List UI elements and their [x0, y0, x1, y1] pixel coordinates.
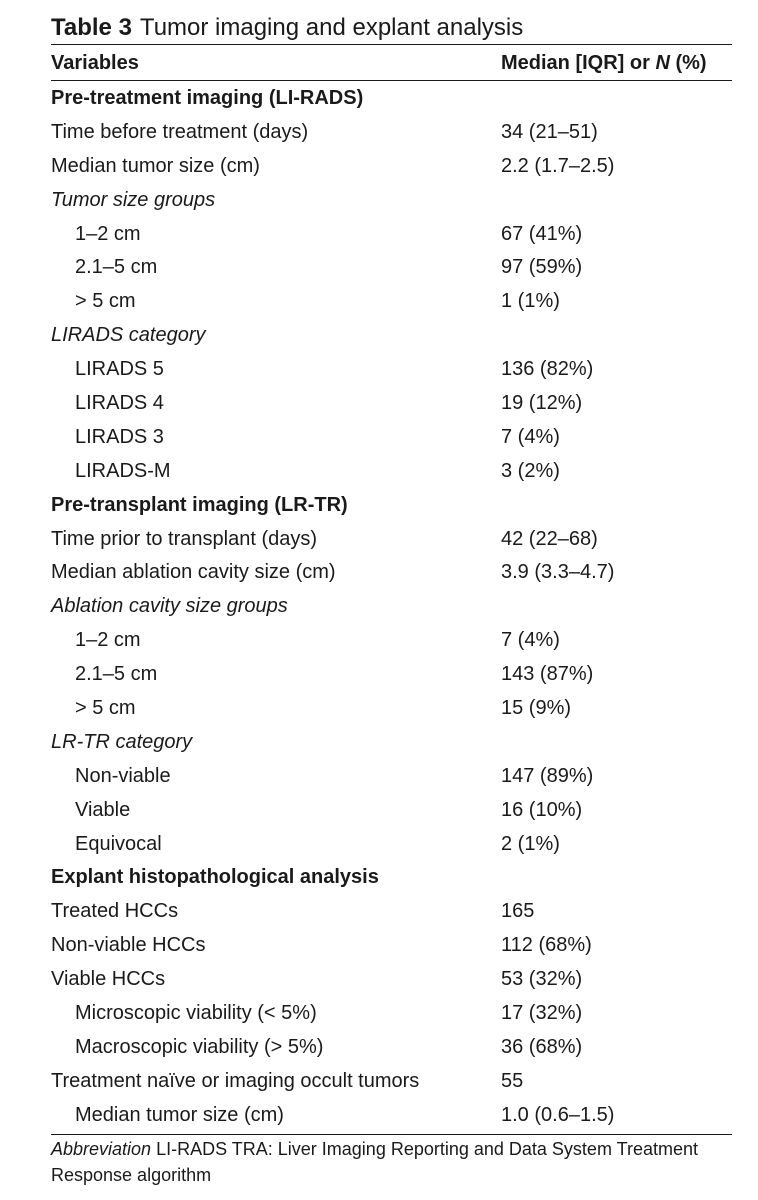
row-variable: Time before treatment (days)	[51, 120, 309, 143]
row-variable: LIRADS 4	[75, 392, 164, 415]
table-row	[0, 353, 758, 387]
row-value: 67 (41%)	[501, 222, 583, 245]
header-median-n: N	[655, 52, 670, 74]
row-variable: Treated HCCs	[51, 900, 179, 923]
table-row	[0, 556, 758, 590]
table-row	[0, 929, 758, 963]
section-row	[0, 82, 758, 116]
table-row	[0, 251, 758, 285]
row-value: 16 (10%)	[501, 798, 583, 821]
row-value: 2.2 (1.7–2.5)	[501, 154, 615, 177]
group-row	[0, 319, 758, 353]
section-row	[0, 489, 758, 523]
row-value: 7 (4%)	[501, 425, 560, 448]
row-value: 53 (32%)	[501, 968, 583, 991]
table-footnote	[51, 1136, 741, 1188]
row-variable: Tumor size groups	[51, 188, 216, 211]
row-value: 165	[501, 900, 535, 923]
row-variable: Equivocal	[75, 832, 162, 855]
table-row	[0, 963, 758, 997]
group-row	[0, 184, 758, 218]
table-caption	[51, 12, 523, 44]
table-row	[0, 218, 758, 252]
row-value: 97 (59%)	[501, 256, 583, 279]
row-variable: LIRADS category	[51, 324, 206, 347]
row-value: 15 (9%)	[501, 697, 572, 720]
row-variable: LIRADS-M	[75, 459, 171, 482]
row-variable: Non-viable HCCs	[51, 934, 206, 957]
table-header	[0, 46, 758, 80]
row-variable: LIRADS 5	[75, 358, 164, 381]
table-row	[0, 455, 758, 489]
row-variable: Median tumor size (cm)	[51, 154, 260, 177]
table-row	[0, 692, 758, 726]
row-variable: LR-TR category	[51, 730, 193, 753]
header-median	[501, 46, 707, 80]
row-value: 36 (68%)	[501, 1035, 583, 1058]
table-row	[0, 828, 758, 862]
row-value: 1 (1%)	[501, 290, 560, 313]
row-value: 143 (87%)	[501, 663, 594, 686]
table-row	[0, 895, 758, 929]
row-variable: LIRADS 3	[75, 425, 164, 448]
bottom-rule	[51, 1134, 732, 1135]
row-value: 147 (89%)	[501, 764, 594, 787]
header-median-suffix: (%)	[669, 52, 707, 74]
table-row	[0, 658, 758, 692]
row-value: 2 (1%)	[501, 832, 560, 855]
row-value: 17 (32%)	[501, 1002, 583, 1025]
group-row	[0, 726, 758, 760]
table-row	[0, 421, 758, 455]
row-value: 55	[501, 1069, 524, 1092]
row-variable: 2.1–5 cm	[75, 256, 158, 279]
row-variable: Pre-transplant imaging (LR-TR)	[51, 493, 348, 516]
row-variable: Median ablation cavity size (cm)	[51, 561, 336, 584]
section-row	[0, 861, 758, 895]
table-row	[0, 1099, 758, 1133]
table-row	[0, 387, 758, 421]
row-variable: > 5 cm	[75, 697, 136, 720]
row-variable: > 5 cm	[75, 290, 136, 313]
header-rule	[51, 80, 732, 81]
table-row	[0, 1031, 758, 1065]
table-label: Table 3	[51, 14, 132, 41]
row-variable: 1–2 cm	[75, 222, 141, 245]
row-variable: Explant histopathological analysis	[51, 866, 379, 889]
table-row	[0, 116, 758, 150]
top-rule	[51, 44, 732, 45]
row-value: 112 (68%)	[501, 934, 592, 957]
row-variable: Pre-treatment imaging (LI-RADS)	[51, 87, 364, 109]
table-row	[0, 997, 758, 1031]
table-row	[0, 150, 758, 184]
table-row	[0, 523, 758, 557]
header-variables: Variables	[51, 52, 139, 74]
row-variable: Viable HCCs	[51, 968, 166, 991]
row-value: 3 (2%)	[501, 459, 560, 482]
table-row	[0, 624, 758, 658]
row-variable: Non-viable	[75, 764, 171, 787]
row-variable: 2.1–5 cm	[75, 663, 158, 686]
row-variable: Time prior to transplant (days)	[51, 527, 318, 550]
row-variable: Macroscopic viability (> 5%)	[75, 1035, 324, 1058]
table-title: Tumor imaging and explant analysis	[139, 14, 524, 41]
row-variable: Viable	[75, 798, 131, 821]
row-value: 34 (21–51)	[501, 120, 598, 143]
group-row	[0, 590, 758, 624]
row-value: 136 (82%)	[501, 358, 594, 381]
table-row	[0, 285, 758, 319]
table-row	[0, 794, 758, 828]
row-value: 1.0 (0.6–1.5)	[501, 1103, 615, 1126]
row-variable: Microscopic viability (< 5%)	[75, 1002, 317, 1025]
row-value: 19 (12%)	[501, 392, 583, 415]
row-value: 3.9 (3.3–4.7)	[501, 561, 615, 584]
footnote-label: Abbreviation	[51, 1139, 152, 1159]
table-row	[0, 1065, 758, 1099]
header-median-prefix: Median [IQR] or	[501, 52, 656, 74]
row-value: 42 (22–68)	[501, 527, 598, 550]
row-variable: Treatment naïve or imaging occult tumors	[51, 1069, 420, 1092]
table-body	[0, 82, 758, 1133]
row-value: 7 (4%)	[501, 629, 560, 652]
table-row	[0, 760, 758, 794]
row-variable: 1–2 cm	[75, 629, 141, 652]
row-variable: Median tumor size (cm)	[75, 1103, 284, 1126]
footnote-text: LI-RADS TRA: Liver Imaging Reporting and Data System Treatment Response algorithm	[51, 1139, 698, 1185]
row-variable: Ablation cavity size groups	[51, 595, 288, 618]
